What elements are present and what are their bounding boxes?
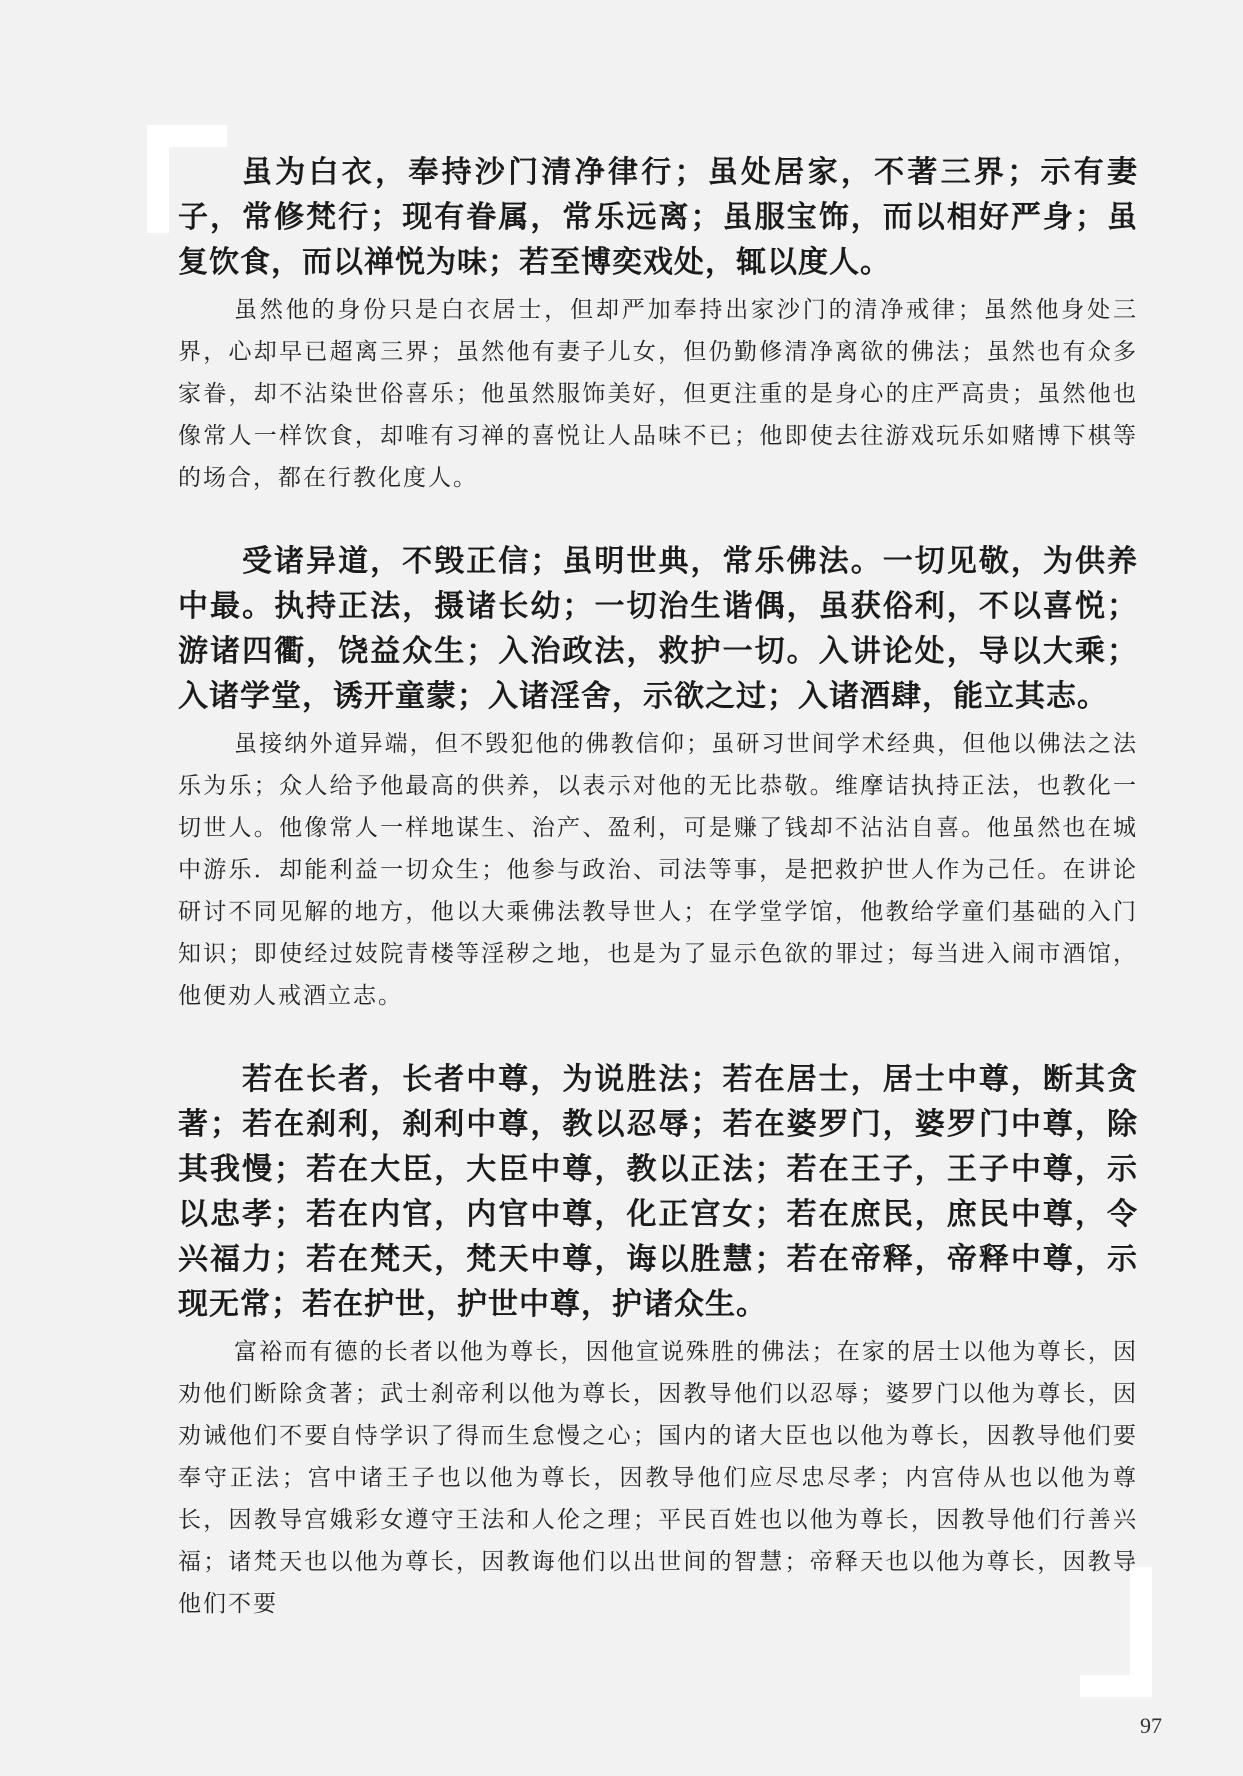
corner-bracket-bottom-right-horizontal: [1080, 1675, 1152, 1697]
translation-paragraph: 虽然他的身份只是白衣居士，但却严加奉持出家沙门的清净戒律；虽然他身处三界，心却早已超离三界；虽然他有妻子儿女，但仍勤修清净离欲的佛法；虽然也有众多家眷，却不沾染世俗喜乐；他虽然服饰美好，但更注重的是身心的庄严高贵；虽然他也像常人一样饮食，却唯有习禅的喜悦让人品味不已；他即使去往游戏玩乐如赌博下棋等的场合，都在行教化度人。: [178, 297, 1138, 491]
page-body: [178, 150, 1138, 1665]
passage-section: [178, 539, 1138, 1017]
page-number: 97: [1140, 1713, 1162, 1738]
translation-paragraph: 富裕而有德的长者以他为尊长，因他宣说殊胜的佛法；在家的居士以他为尊长，因劝他们断除贪著；武士刹帝利以他为尊长，因教导他们以忍辱；婆罗门以他为尊长，因劝诫他们不要自恃学识了得而生怠慢之心；国内的诸大臣也以他为尊长，因教导他们要奉守正法；宫中诸王子也以他为尊长，因教导他们应尽忠尽孝；内宫侍从也以他为尊长，因教导宫娥彩女遵守王法和人伦之理；平民百姓也以他为尊长，因教导他们行善兴福；诸梵天也以他为尊长，因教诲他们以出世间的智慧；帝释天也以他为尊长，因教导他们不要: [178, 1339, 1138, 1617]
scripture-verse: 虽为白衣，奉持沙门清净律行；虽处居家，不著三界；示有妻子，常修梵行；现有眷属，常乐远离；虽服宝饰，而以相好严身；虽复饮食，而以禅悦为味；若至博奕戏处，辄以度人。: [178, 155, 1138, 280]
passage-section: [178, 1057, 1138, 1625]
corner-bracket-top-left-horizontal: [147, 125, 227, 147]
scripture-verse: 若在长者，长者中尊，为说胜法；若在居士，居士中尊，断其贪著；若在刹利，刹利中尊，教以忍辱；若在婆罗门，婆罗门中尊，除其我慢；若在大臣，大臣中尊，教以正法；若在王子，王子中尊，示以忠孝；若在内官，内官中尊，化正宫女；若在庶民，庶民中尊，令兴福力；若在梵天，梵天中尊，诲以胜慧；若在帝释，帝释中尊，示现无常；若在护世，护世中尊，护诸众生。: [178, 1062, 1138, 1322]
passage-section: [178, 150, 1138, 499]
scripture-verse: 受诸异道，不毁正信；虽明世典，常乐佛法。一切见敬，为供养中最。执持正法，摄诸长幼；一切治生谐偶，虽获俗利，不以喜悦；游诸四衢，饶益众生；入治政法，救护一切。入讲论处，导以大乘；入诸学堂，诱开童蒙；入诸淫舍，示欲之过；入诸酒肆，能立其志。: [178, 544, 1138, 714]
translation-paragraph: 虽接纳外道异端，但不毁犯他的佛教信仰；虽研习世间学术经典，但他以佛法之法乐为乐；众人给予他最高的供养，以表示对他的无比恭敬。维摩诘执持正法，也教化一切世人。他像常人一样地谋生、治产、盈利，可是赚了钱却不沾沾自喜。他虽然也在城中游乐．却能利益一切众生；他参与政治、司法等事，是把救护世人作为己任。在讲论研讨不同见解的地方，他以大乘佛法教导世人；在学堂学馆，他教给学童们基础的入门知识；即使经过妓院青楼等淫秽之地，也是为了显示色欲的罪过；每当进入闹市酒馆，他便劝人戒酒立志。: [178, 731, 1138, 1009]
